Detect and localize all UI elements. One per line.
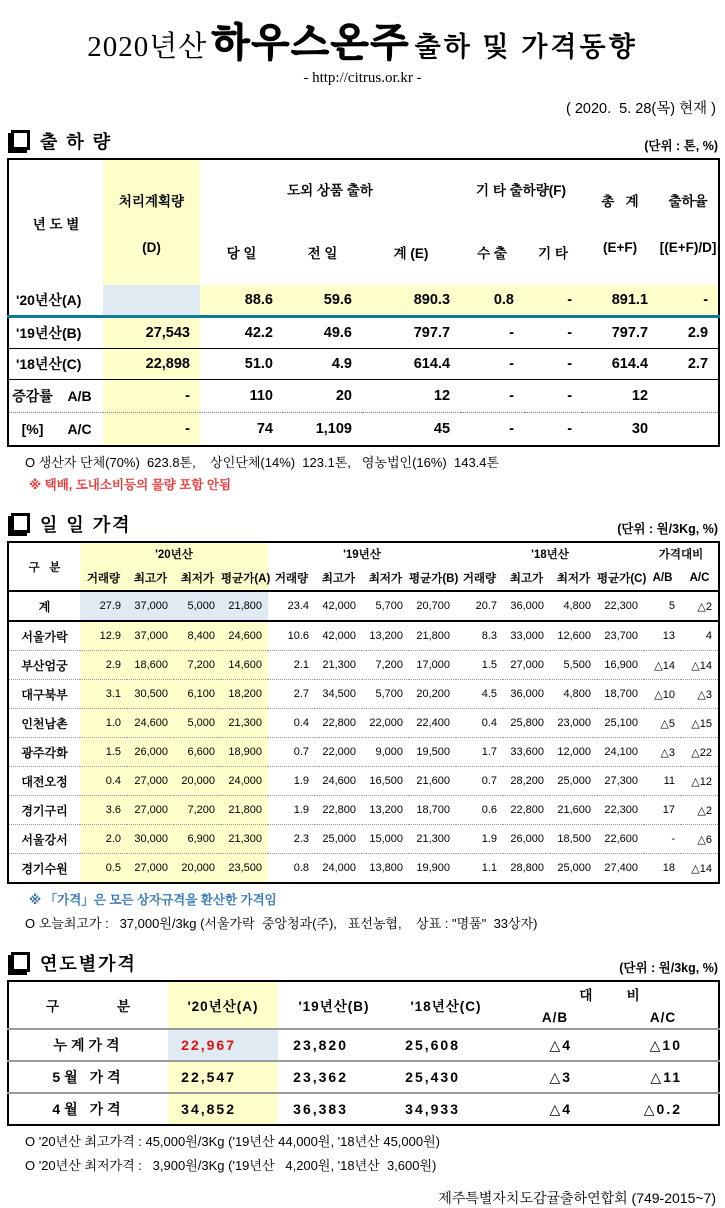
- price-value: △14: [681, 651, 719, 680]
- shipment-value: 614.4: [582, 349, 658, 380]
- col-low-19: 최저가: [362, 565, 409, 591]
- shipment-value: 2.7: [658, 349, 719, 380]
- shipment-value: 890.3: [362, 285, 460, 317]
- price-value: 1.9: [268, 796, 315, 825]
- daily-price-note: ※ 「가격」은 모든 상자규격을 환산한 가격임: [29, 893, 277, 907]
- price-value: 25,800: [503, 709, 550, 738]
- yearly-low-note: O '20년산 최저가격 : 3,900원/3Kg ('19년산 4,200원, '18년산 3,600원): [25, 1158, 437, 1173]
- price-value: 28,800: [503, 854, 550, 884]
- col-low-18: 최저가: [550, 565, 597, 591]
- daily-heading: 일 일 가격: [40, 515, 132, 535]
- col-rate-line1: 출하율: [668, 194, 708, 209]
- market-label: 인천남촌: [8, 709, 80, 738]
- market-label: 계: [8, 591, 80, 621]
- price-value: 34,500: [315, 680, 362, 709]
- price-value: 1.9: [456, 825, 503, 854]
- price-value: 18,500: [550, 825, 597, 854]
- compare-ac: △0.2: [608, 1093, 719, 1125]
- price-value: 36,000: [503, 680, 550, 709]
- shipment-value: 797.7: [362, 317, 460, 349]
- col-sum-e: 계 (E): [393, 245, 429, 261]
- row-sublabel: A/C: [67, 421, 92, 437]
- square-bullet-icon: [11, 513, 30, 533]
- price-value: △2: [681, 591, 719, 621]
- shipment-value: -: [460, 317, 524, 349]
- price-value: 7,200: [174, 796, 221, 825]
- shipment-value: -: [103, 380, 200, 413]
- price-value: 2.9: [80, 651, 127, 680]
- col-total-line2: (E+F): [602, 240, 638, 255]
- shipment-value: 1,109: [315, 421, 352, 437]
- col-export: 수 출: [477, 245, 507, 261]
- price-value: 24,000: [221, 767, 268, 796]
- yearly-unit: (단위 : 원/3kg, %): [619, 961, 718, 975]
- price-value: 24,600: [221, 621, 268, 651]
- site-url: - http://citrus.or.kr -: [303, 70, 422, 86]
- market-label: 부산엄궁: [8, 651, 80, 680]
- price-value: 7,200: [174, 651, 221, 680]
- price-value: 0.6: [456, 796, 503, 825]
- shipment-section-header: [7, 128, 718, 154]
- price-value: 22,000: [315, 738, 362, 767]
- col-high-18: 최고가: [503, 565, 550, 591]
- title-product: 하우스온주: [211, 22, 411, 65]
- shipment-value: 4.9: [283, 349, 362, 380]
- daily-tbody: [8, 591, 719, 883]
- price-2019: 23,362: [278, 1061, 390, 1093]
- col-rate: [658, 159, 719, 285]
- col-2019b: '19년산(B): [298, 999, 370, 1014]
- shipment-unit: (단위 : 톤, %): [644, 139, 718, 153]
- compare-ab: △3: [502, 1061, 608, 1093]
- price-value: 27,400: [597, 854, 644, 884]
- daily-section-header: [7, 511, 718, 537]
- col-category: 구 분: [45, 999, 132, 1014]
- col-total-line1: 총 계: [601, 194, 639, 209]
- price-value: 12,600: [550, 621, 597, 651]
- col-ac: A/C: [681, 565, 719, 591]
- col-avg-c: 평균가(C): [597, 565, 644, 591]
- shipment-value: 12: [582, 380, 658, 413]
- price-value: 2.3: [268, 825, 315, 854]
- price-value: 1.0: [80, 709, 127, 738]
- price-value: 24,600: [127, 709, 174, 738]
- price-value: △6: [681, 825, 719, 854]
- price-value: △12: [681, 767, 719, 796]
- shipment-value: -: [524, 317, 582, 349]
- shipment-value: 88.6: [200, 285, 283, 317]
- daily-unit: (단위 : 원/3Kg, %): [617, 522, 718, 536]
- price-value: 25,000: [315, 825, 362, 854]
- price-value: △15: [681, 709, 719, 738]
- price-value: 6,100: [174, 680, 221, 709]
- price-value: 27,000: [127, 767, 174, 796]
- price-value: 10.6: [268, 621, 315, 651]
- price-2018: 25,430: [390, 1061, 502, 1093]
- price-value: 25,000: [550, 767, 597, 796]
- price-value: 13,200: [362, 621, 409, 651]
- price-value: 33,600: [503, 738, 550, 767]
- price-value: 19,900: [409, 854, 456, 884]
- price-value: 20,000: [174, 854, 221, 884]
- price-value: 21,800: [221, 591, 268, 621]
- price-value: △14: [644, 651, 681, 680]
- market-label: 경기수원: [8, 854, 80, 884]
- group-2019: '19년산: [343, 549, 381, 561]
- price-value: 23,700: [597, 621, 644, 651]
- price-value: 0.7: [268, 738, 315, 767]
- col-volume-19: 거래량: [268, 565, 315, 591]
- price-value: 26,000: [127, 738, 174, 767]
- group-2018: '18년산: [531, 549, 569, 561]
- price-value: 3.1: [80, 680, 127, 709]
- market-label: 서울강서: [8, 825, 80, 854]
- price-value: 11: [644, 767, 681, 796]
- as-of-date: ( 2020. 5. 28(목) 현재 ): [565, 101, 716, 117]
- price-value: 3.6: [80, 796, 127, 825]
- price-value: 30,500: [127, 680, 174, 709]
- price-2018: 25,608: [390, 1029, 502, 1061]
- price-value: 0.4: [456, 709, 503, 738]
- yearly-tbody: [8, 1029, 719, 1125]
- title-block: [7, 12, 718, 87]
- market-label: 대구북부: [8, 680, 80, 709]
- shipment-note: O 생산자 단체(70%) 623.8톤, 상인단체(14%) 123.1톤, 영농법인(16%) 143.4톤: [25, 455, 500, 470]
- issuing-organization: 제주특별자치도감귤출하연합회 (749-2015~7): [438, 1190, 716, 1206]
- shipment-value: -: [509, 421, 515, 437]
- price-value: 22,600: [597, 825, 644, 854]
- group-compare: 가격대비: [658, 549, 704, 561]
- price-value: 13: [644, 621, 681, 651]
- shipment-value: -: [524, 380, 582, 413]
- price-value: 1.1: [456, 854, 503, 884]
- price-2020: 22,967: [168, 1029, 278, 1061]
- price-value: 16,500: [362, 767, 409, 796]
- group-2020: '20년산: [80, 542, 268, 565]
- price-value: 15,000: [362, 825, 409, 854]
- price-value: 27.9: [80, 591, 127, 621]
- col-ac: A/C: [649, 1009, 677, 1025]
- price-value: 27,000: [127, 796, 174, 825]
- yearly-price-table: [7, 980, 720, 1126]
- shipment-value: [103, 285, 200, 317]
- price-value: 22,300: [597, 591, 644, 621]
- col-avg-b: 평균가(B): [409, 565, 456, 591]
- price-value: 21,300: [221, 825, 268, 854]
- price-value: 5,000: [174, 591, 221, 621]
- price-value: 23,000: [550, 709, 597, 738]
- shipment-value: 27,543: [103, 317, 200, 349]
- row-label: '19년산(B): [8, 317, 103, 349]
- price-value: 0.4: [268, 709, 315, 738]
- col-plan-line1: 처리계획량: [118, 194, 185, 209]
- price-value: 23,500: [221, 854, 268, 884]
- price-value: 27,000: [503, 651, 550, 680]
- price-value: 16,900: [597, 651, 644, 680]
- shipment-value: -: [567, 421, 573, 437]
- col-year: 년 도 별: [32, 216, 80, 232]
- price-value: 5,500: [550, 651, 597, 680]
- price-value: 25,100: [597, 709, 644, 738]
- price-value: 17: [644, 796, 681, 825]
- price-value: 2.1: [268, 651, 315, 680]
- row-sublabel: A/B: [56, 380, 103, 413]
- shipment-tbody: [8, 285, 719, 446]
- col-rate-line2: [(E+F)/D]: [659, 240, 717, 255]
- daily-high-note: O 오늘최고가 : 37,000원/3kg (서울가락 중앙청과(주), 표선농협, 상표 : "명품" 33상자): [25, 916, 538, 931]
- price-value: 1.7: [456, 738, 503, 767]
- compare-ac: △10: [608, 1029, 719, 1061]
- compare-ab: △4: [502, 1029, 608, 1061]
- shipment-value: 22,898: [103, 349, 200, 380]
- row-label: 증감률: [8, 380, 56, 413]
- price-value: 13,800: [362, 854, 409, 884]
- price-value: 24,100: [597, 738, 644, 767]
- compare-ab: △4: [502, 1093, 608, 1125]
- price-value: -: [644, 825, 681, 854]
- price-value: 20,200: [409, 680, 456, 709]
- price-value: 18,900: [221, 738, 268, 767]
- row-label: '18년산(C): [8, 349, 103, 380]
- price-value: 9,000: [362, 738, 409, 767]
- price-value: 42,000: [315, 591, 362, 621]
- price-value: 2.7: [268, 680, 315, 709]
- price-value: 25,000: [550, 854, 597, 884]
- price-value: 37,000: [127, 621, 174, 651]
- price-value: 18: [644, 854, 681, 884]
- col-other: 기 타: [538, 245, 568, 261]
- square-bullet-icon: [11, 952, 30, 972]
- shipment-value: 110: [200, 380, 283, 413]
- price-value: △10: [644, 680, 681, 709]
- col-total: [582, 159, 658, 285]
- period-label: 누계가격: [8, 1029, 168, 1061]
- price-value: △3: [644, 738, 681, 767]
- price-value: 19,500: [409, 738, 456, 767]
- price-2020: 22,547: [168, 1061, 278, 1093]
- market-label: 광주각화: [8, 738, 80, 767]
- col-prev-day: 전 일: [307, 245, 338, 261]
- compare-ac: △11: [608, 1061, 719, 1093]
- shipment-heading: 출 하 량: [40, 132, 113, 152]
- shipment-value: -: [524, 349, 582, 380]
- price-value: 36,000: [503, 591, 550, 621]
- yearly-section-header: [7, 950, 718, 976]
- price-value: 6,600: [174, 738, 221, 767]
- price-value: 21,300: [409, 825, 456, 854]
- group-compare: 대 비: [579, 988, 641, 1003]
- price-value: 20,000: [174, 767, 221, 796]
- price-value: 0.4: [80, 767, 127, 796]
- square-bullet-icon: [11, 130, 30, 150]
- price-value: △3: [681, 680, 719, 709]
- price-value: 26,000: [503, 825, 550, 854]
- price-2018: 34,933: [390, 1093, 502, 1125]
- col-avg-a: 평균가(A): [221, 565, 268, 591]
- shipment-warning-note: ※ 택배, 도내소비등의 물량 포함 안됨: [29, 478, 232, 492]
- price-value: 18,200: [221, 680, 268, 709]
- price-value: 18,700: [409, 796, 456, 825]
- shipment-value: 12: [362, 380, 460, 413]
- price-value: 20.7: [456, 591, 503, 621]
- price-value: 5,700: [362, 680, 409, 709]
- price-value: △14: [681, 854, 719, 884]
- market-label: 대전오정: [8, 767, 80, 796]
- price-value: 27,300: [597, 767, 644, 796]
- shipment-value: 51.0: [200, 349, 283, 380]
- col-category: 구 분: [8, 542, 80, 591]
- price-value: 5,700: [362, 591, 409, 621]
- price-value: 13,200: [362, 796, 409, 825]
- price-value: 4,800: [550, 680, 597, 709]
- group-outbound: 도외 상품 출하: [287, 183, 373, 199]
- price-value: 1.9: [268, 767, 315, 796]
- price-value: 5,000: [174, 709, 221, 738]
- col-ab: A/B: [541, 1009, 569, 1025]
- market-label: 경기구리: [8, 796, 80, 825]
- price-value: 14,600: [221, 651, 268, 680]
- price-value: 7,200: [362, 651, 409, 680]
- shipment-value: 2.9: [658, 317, 719, 349]
- price-value: 30,000: [127, 825, 174, 854]
- price-value: 0.5: [80, 854, 127, 884]
- price-value: △2: [681, 796, 719, 825]
- price-value: 5: [644, 591, 681, 621]
- price-value: 20,700: [409, 591, 456, 621]
- price-value: 24,000: [315, 854, 362, 884]
- col-same-day: 당 일: [226, 245, 257, 261]
- price-value: 27,000: [127, 854, 174, 884]
- row-label: [%]: [21, 421, 44, 437]
- col-volume-18: 거래량: [456, 565, 503, 591]
- price-value: 22,400: [409, 709, 456, 738]
- shipment-value: 49.6: [283, 317, 362, 349]
- shipment-value: 59.6: [283, 285, 362, 317]
- col-high-19: 최고가: [315, 565, 362, 591]
- price-value: 23.4: [268, 591, 315, 621]
- price-value: 0.8: [268, 854, 315, 884]
- shipment-value: [658, 380, 719, 413]
- shipment-value: 45: [433, 421, 451, 437]
- daily-price-table: [7, 541, 720, 884]
- shipment-value: [658, 413, 719, 447]
- price-value: 21,300: [315, 651, 362, 680]
- shipment-value: 30: [631, 421, 649, 437]
- price-value: 28,200: [503, 767, 550, 796]
- col-volume-20: 거래량: [80, 565, 127, 591]
- col-2018c: '18년산(C): [410, 999, 482, 1014]
- title-subject: 출하 및 가격동향: [414, 32, 638, 62]
- price-value: 2.0: [80, 825, 127, 854]
- shipment-value: -: [524, 285, 582, 317]
- col-plan-line2: (D): [142, 240, 161, 255]
- price-value: 0.7: [456, 767, 503, 796]
- price-value: 42,000: [315, 621, 362, 651]
- price-value: 22,300: [597, 796, 644, 825]
- price-2020: 34,852: [168, 1093, 278, 1125]
- price-value: 4,800: [550, 591, 597, 621]
- price-value: 1.5: [456, 651, 503, 680]
- price-value: 8.3: [456, 621, 503, 651]
- yearly-heading: 연도별가격: [40, 954, 137, 974]
- price-value: 18,700: [597, 680, 644, 709]
- col-low-20: 최저가: [174, 565, 221, 591]
- price-value: 24,600: [315, 767, 362, 796]
- price-value: 12.9: [80, 621, 127, 651]
- shipment-value: -: [460, 349, 524, 380]
- price-value: 33,000: [503, 621, 550, 651]
- price-2019: 23,820: [278, 1029, 390, 1061]
- price-value: 21,600: [409, 767, 456, 796]
- shipment-value: 20: [283, 380, 362, 413]
- title-year: 2020년산: [87, 31, 208, 63]
- col-ab: A/B: [644, 565, 681, 591]
- price-value: 22,000: [362, 709, 409, 738]
- price-value: 21,600: [550, 796, 597, 825]
- price-value: 4.5: [456, 680, 503, 709]
- shipment-value: 797.7: [582, 317, 658, 349]
- period-label: 4월 가격: [8, 1093, 168, 1125]
- price-value: 21,800: [221, 796, 268, 825]
- price-value: 22,800: [315, 796, 362, 825]
- price-value: 22,800: [315, 709, 362, 738]
- price-value: △5: [644, 709, 681, 738]
- shipment-value: 42.2: [200, 317, 283, 349]
- price-value: 21,300: [221, 709, 268, 738]
- shipment-value: 0.8: [460, 285, 524, 317]
- shipment-value: 74: [256, 421, 273, 437]
- shipment-value: -: [460, 380, 524, 413]
- price-value: 17,000: [409, 651, 456, 680]
- price-value: 18,600: [127, 651, 174, 680]
- shipment-value: 614.4: [362, 349, 460, 380]
- row-label: '20년산(A): [8, 285, 103, 317]
- price-value: 6,900: [174, 825, 221, 854]
- price-value: 8,400: [174, 621, 221, 651]
- shipment-value: -: [658, 285, 719, 317]
- price-value: 22,800: [503, 796, 550, 825]
- shipment-table: [7, 158, 720, 447]
- shipment-value: -: [103, 413, 200, 447]
- col-high-20: 최고가: [127, 565, 174, 591]
- price-value: 12,000: [550, 738, 597, 767]
- col-2020a: '20년산(A): [168, 981, 278, 1029]
- yearly-high-note: O '20년산 최고가격 : 45,000원/3Kg ('19년산 44,000원, '18년산 45,000원): [25, 1134, 440, 1149]
- period-label: 5월 가격: [8, 1061, 168, 1093]
- price-value: △22: [681, 738, 719, 767]
- price-value: 1.5: [80, 738, 127, 767]
- group-etc: 기 타 출하량(F): [476, 183, 566, 199]
- col-plan: [103, 159, 200, 285]
- price-value: 21,800: [409, 621, 456, 651]
- market-label: 서울가락: [8, 621, 80, 651]
- price-value: 37,000: [127, 591, 174, 621]
- shipment-value: 891.1: [582, 285, 658, 317]
- price-value: 4: [681, 621, 719, 651]
- price-2019: 36,383: [278, 1093, 390, 1125]
